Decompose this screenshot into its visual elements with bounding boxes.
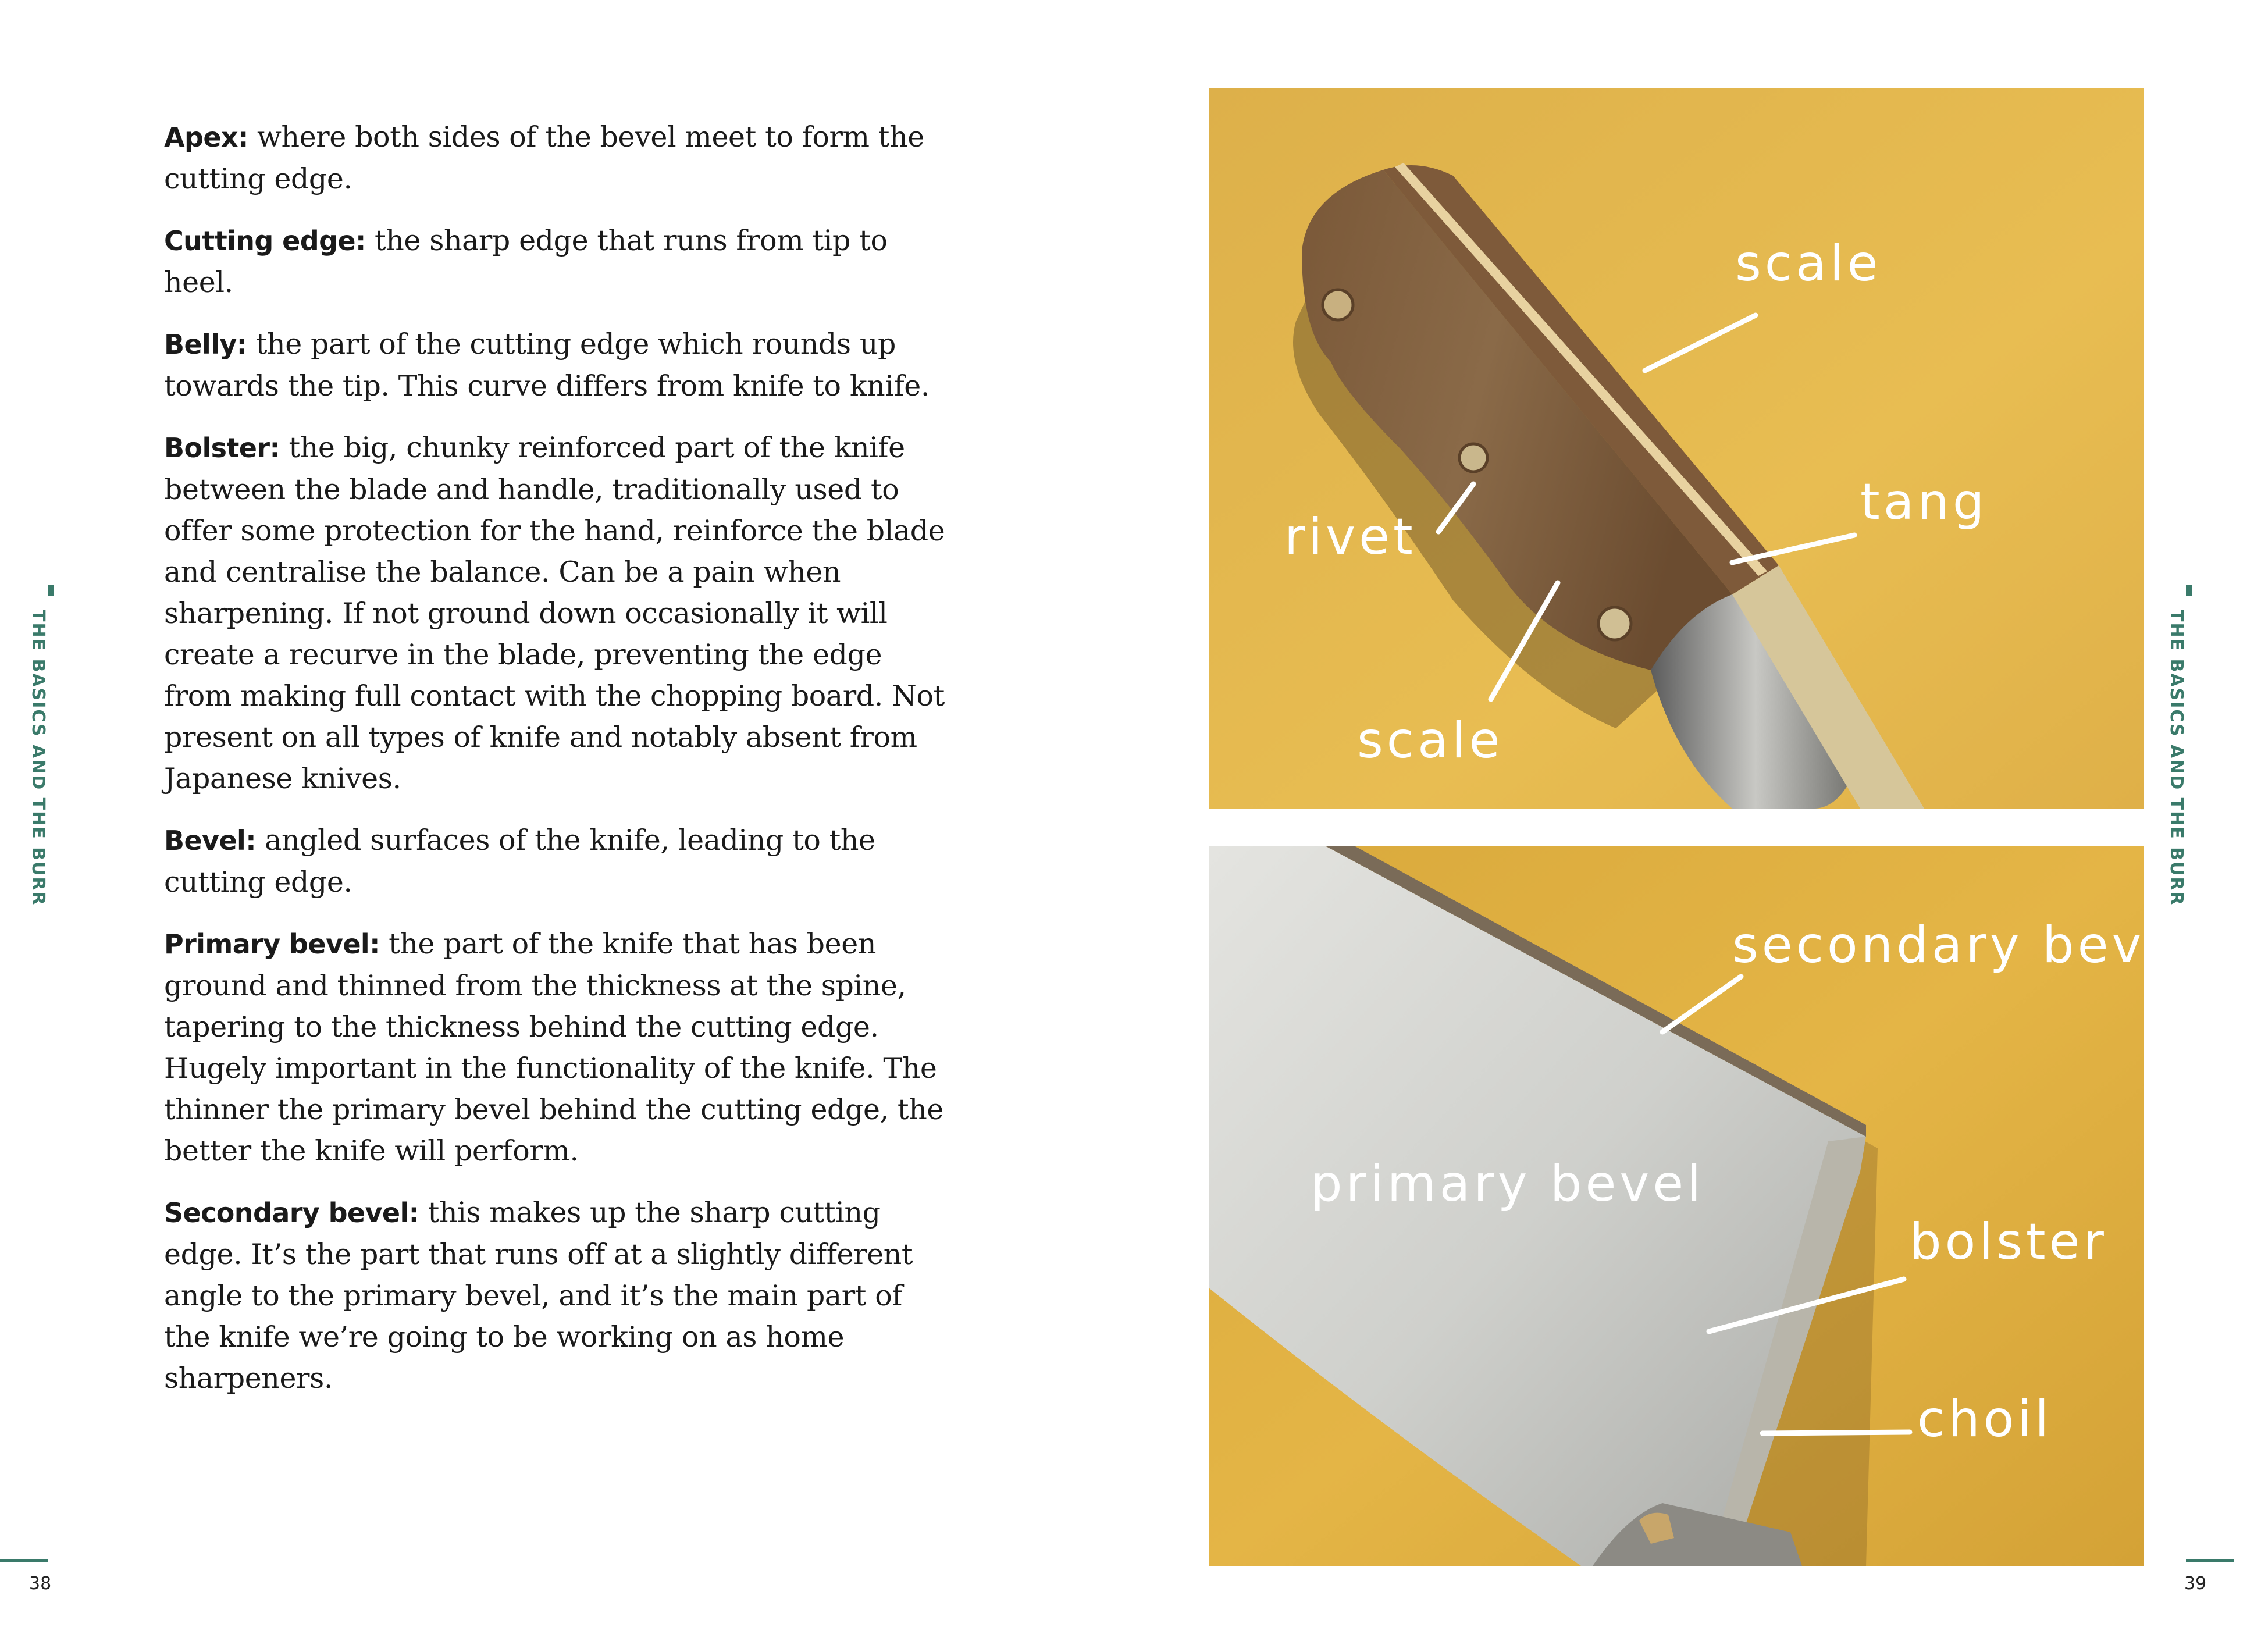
left-page [0, 0, 1117, 1652]
label-line [1762, 1432, 1910, 1433]
label-scale-top: scale [1735, 234, 1882, 293]
knife-handle-illustration [1209, 88, 2144, 809]
glossary-entry-secondary-bevel [164, 1192, 955, 1399]
glossary-definition: the big, chunky reinforced part of the knife between the blade and handle, traditionally used to offer some protection for the hand, reinforce the blade and centralise the balance. Can be a pain when sharpening. If not ground down occasionally it will create a recurve in the blade, preventing the edge from making full contact with the chopping board. Not present on all types of knife and notably absent from Japanese knives. [164, 431, 945, 795]
glossary-term: Primary bevel: [164, 928, 380, 960]
glossary-term: Secondary bevel: [164, 1197, 419, 1229]
page-number: 39 [2184, 1573, 2207, 1594]
glossary-definition: the part of the cutting edge which rounds up towards the tip. This curve differs from knife to knife. [164, 327, 930, 403]
glossary-definition: the sharp edge that runs from tip to heel. [164, 224, 888, 299]
glossary-definition: this makes up the sharp cutting edge. It’s the part that runs off at a slightly different angle to the primary bevel, and it’s the main part of the knife we’re going to be working on as home sharpeners. [164, 1196, 913, 1395]
running-head: THE BASICS AND THE BURR [2166, 610, 2187, 906]
glossary-entry-apex [164, 116, 955, 200]
knife-handle-photo [1209, 88, 2144, 809]
running-head: THE BASICS AND THE BURR [28, 610, 48, 906]
glossary-term: Apex: [164, 122, 248, 153]
glossary-entry-bevel [164, 820, 955, 903]
label-tang: tang [1860, 473, 1988, 531]
label-primary-bevel: primary bevel [1311, 1155, 1705, 1213]
glossary-definition: angled surfaces of the knife, leading to the cutting edge. [164, 824, 875, 899]
glossary-definition: where both sides of the bevel meet to form the cutting edge. [164, 120, 924, 195]
glossary-term: Bevel: [164, 825, 257, 856]
folio-rule [2186, 1559, 2234, 1562]
rivet-3 [1598, 607, 1631, 640]
running-head-rule [48, 585, 54, 596]
glossary-definition: the part of the knife that has been ground and thinned from the thickness at the spine, tapering to the thickness behind the cutting edge. Hugely important in the functionality of the knife. The thinner the primary bevel behind the cutting edge, the better the knife will perform. [164, 927, 943, 1167]
label-bolster: bolster [1910, 1213, 2107, 1271]
rivet-2 [1459, 444, 1487, 472]
knife-blade-illustration [1209, 846, 2197, 1566]
glossary-term: Bolster: [164, 432, 280, 464]
glossary [164, 116, 955, 1419]
folio-rule [0, 1559, 48, 1562]
knife-blade-photo [1209, 846, 2197, 1566]
glossary-entry-belly [164, 323, 955, 407]
page-number: 38 [29, 1573, 52, 1594]
glossary-entry-cutting-edge [164, 220, 955, 303]
label-scale-bottom: scale [1357, 711, 1504, 770]
rivet-1 [1323, 290, 1353, 320]
glossary-term: Belly: [164, 329, 247, 360]
glossary-entry-bolster [164, 427, 955, 799]
running-head-rule [2186, 585, 2192, 596]
label-rivet: rivet [1284, 508, 1416, 566]
label-secondary-bevel: secondary bevel [1732, 916, 2197, 974]
glossary-term: Cutting edge: [164, 225, 366, 257]
label-choil: choil [1917, 1390, 2053, 1448]
glossary-entry-primary-bevel [164, 923, 955, 1172]
